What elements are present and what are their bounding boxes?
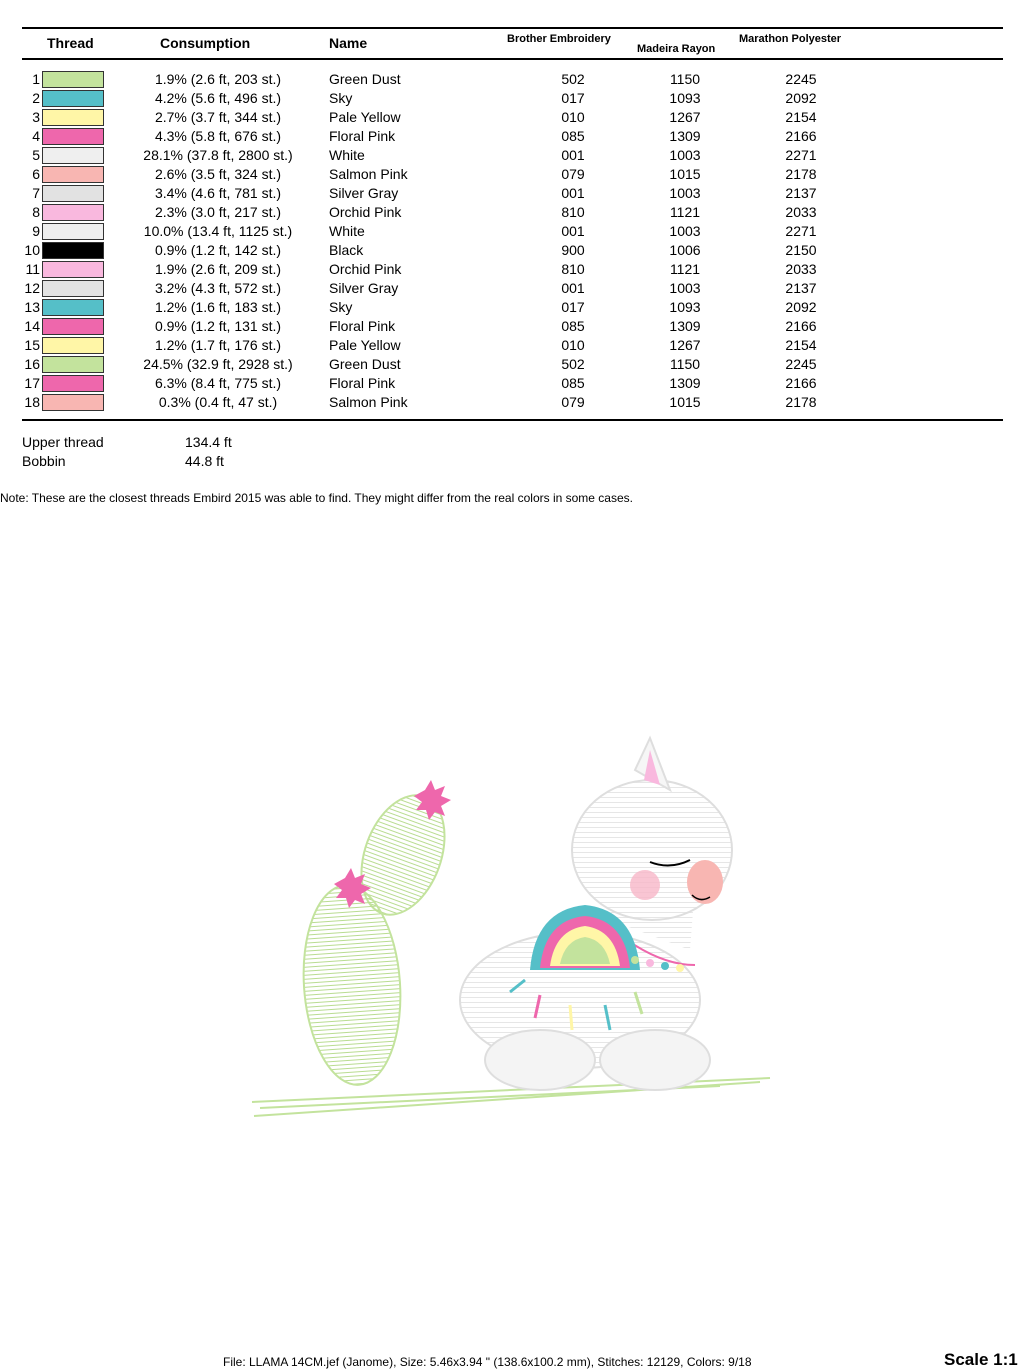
table-row: [0, 317, 1024, 336]
thread-number: 3: [32, 109, 40, 125]
thread-number: 13: [24, 299, 40, 315]
marathon-code-cell: 2178: [785, 166, 817, 182]
name-cell: Pale Yellow: [329, 337, 401, 353]
madeira-code-cell: 1003: [669, 185, 701, 201]
table-row: [0, 222, 1024, 241]
color-swatch: [42, 204, 104, 221]
brother-code-cell: 085: [561, 318, 585, 334]
color-swatch: [42, 375, 104, 392]
bobbin-label: Bobbin: [22, 453, 66, 469]
name-cell: Sky: [329, 299, 353, 315]
brother-code-cell: 001: [561, 280, 585, 296]
brother-code-cell: 810: [561, 261, 585, 277]
thread-number: 2: [32, 90, 40, 106]
name-cell: Floral Pink: [329, 318, 396, 334]
header-name: Name: [329, 35, 368, 51]
madeira-code-cell: 1006: [669, 242, 701, 258]
brother-code-cell: 010: [561, 109, 585, 125]
madeira-code-cell: 1015: [669, 166, 701, 182]
header-thread: Thread: [47, 35, 94, 51]
madeira-code-cell: 1003: [669, 280, 701, 296]
name-cell: Green Dust: [329, 71, 401, 87]
name-cell: Green Dust: [329, 356, 401, 372]
bobbin-value: 44.8 ft: [185, 453, 224, 469]
thread-number: 12: [24, 280, 40, 296]
madeira-code-cell: 1309: [669, 318, 701, 334]
thread-note: Note: These are the closest threads Embird 2015 was able to find. They might differ from the real colors in some cases.: [0, 491, 633, 505]
thread-number: 9: [32, 223, 40, 239]
marathon-code-cell: 2271: [785, 147, 817, 163]
color-swatch: [42, 166, 104, 183]
color-swatch: [42, 90, 104, 107]
file-info-footer: File: LLAMA 14CM.jef (Janome), Size: 5.46x3.94 " (138.6x100.2 mm), Stitches: 12129, Colors: 9/18: [223, 1355, 752, 1369]
thread-number: 4: [32, 128, 40, 144]
marathon-code-cell: 2178: [785, 394, 817, 410]
color-swatch: [42, 223, 104, 240]
table-top-rule: [22, 27, 1003, 29]
consumption-cell: 1.2% (1.7 ft, 176 st.): [154, 337, 282, 353]
name-cell: Salmon Pink: [329, 394, 408, 410]
madeira-code-cell: 1150: [669, 356, 701, 372]
brother-code-cell: 810: [561, 204, 585, 220]
consumption-cell: 24.5% (32.9 ft, 2928 st.): [143, 356, 293, 372]
consumption-cell: 4.3% (5.8 ft, 676 st.): [154, 128, 282, 144]
table-bottom-rule: [22, 419, 1003, 421]
thread-number: 10: [24, 242, 40, 258]
marathon-code-cell: 2092: [785, 299, 817, 315]
consumption-cell: 28.1% (37.8 ft, 2800 st.): [143, 147, 293, 163]
table-header-rule: [22, 58, 1003, 60]
color-swatch: [42, 337, 104, 354]
name-cell: White: [329, 147, 365, 163]
color-swatch: [42, 147, 104, 164]
thread-number: 16: [24, 356, 40, 372]
marathon-code-cell: 2150: [785, 242, 817, 258]
marathon-code-cell: 2154: [785, 109, 817, 125]
brother-code-cell: 017: [561, 299, 585, 315]
name-cell: Sky: [329, 90, 353, 106]
consumption-cell: 1.9% (2.6 ft, 203 st.): [154, 71, 282, 87]
thread-number: 8: [32, 204, 40, 220]
table-row: [0, 203, 1024, 222]
color-swatch: [42, 318, 104, 335]
table-row: [0, 127, 1024, 146]
madeira-code-cell: 1093: [669, 299, 701, 315]
name-cell: Orchid Pink: [329, 261, 402, 277]
table-row: [0, 89, 1024, 108]
design-preview-image: [240, 730, 800, 1130]
scale-label: Scale 1:1: [944, 1350, 1018, 1369]
marathon-code-cell: 2154: [785, 337, 817, 353]
madeira-code-cell: 1121: [669, 204, 701, 220]
thread-number: 14: [24, 318, 40, 334]
header-brother: Brother Embroidery: [507, 33, 611, 45]
color-swatch: [42, 356, 104, 373]
thread-number: 11: [25, 261, 40, 277]
brother-code-cell: 017: [561, 90, 585, 106]
madeira-code-cell: 1309: [669, 128, 701, 144]
madeira-code-cell: 1015: [669, 394, 701, 410]
thread-number: 5: [32, 147, 40, 163]
thread-number: 17: [24, 375, 40, 391]
consumption-cell: 3.2% (4.3 ft, 572 st.): [154, 280, 282, 296]
consumption-cell: 0.3% (0.4 ft, 47 st.): [158, 394, 278, 410]
marathon-code-cell: 2271: [785, 223, 817, 239]
color-swatch: [42, 185, 104, 202]
color-swatch: [42, 109, 104, 126]
consumption-cell: 6.3% (8.4 ft, 775 st.): [154, 375, 282, 391]
marathon-code-cell: 2137: [785, 185, 817, 201]
name-cell: Pale Yellow: [329, 109, 401, 125]
thread-number: 1: [32, 71, 40, 87]
color-swatch: [42, 71, 104, 88]
table-row: [0, 298, 1024, 317]
thread-number: 15: [24, 337, 40, 353]
table-row: [0, 336, 1024, 355]
header-consumption: Consumption: [160, 35, 251, 51]
table-row: [0, 374, 1024, 393]
madeira-code-cell: 1003: [669, 147, 701, 163]
upper-thread-label: Upper thread: [22, 434, 104, 450]
table-row: [0, 279, 1024, 298]
brother-code-cell: 001: [561, 147, 585, 163]
madeira-code-cell: 1150: [669, 71, 701, 87]
name-cell: Orchid Pink: [329, 204, 402, 220]
brother-code-cell: 079: [561, 394, 585, 410]
table-row: [0, 355, 1024, 374]
consumption-cell: 2.3% (3.0 ft, 217 st.): [154, 204, 282, 220]
brother-code-cell: 085: [561, 128, 585, 144]
brother-code-cell: 079: [561, 166, 585, 182]
consumption-cell: 0.9% (1.2 ft, 142 st.): [154, 242, 282, 258]
thread-number: 6: [32, 166, 40, 182]
consumption-cell: 4.2% (5.6 ft, 496 st.): [154, 90, 282, 106]
marathon-code-cell: 2166: [785, 375, 817, 391]
brother-code-cell: 502: [561, 356, 585, 372]
color-swatch: [42, 280, 104, 297]
madeira-code-cell: 1267: [669, 109, 701, 125]
table-row: [0, 165, 1024, 184]
brother-code-cell: 085: [561, 375, 585, 391]
table-row: [0, 241, 1024, 260]
marathon-code-cell: 2033: [785, 204, 817, 220]
madeira-code-cell: 1003: [669, 223, 701, 239]
header-marathon: Marathon Polyester: [739, 33, 842, 45]
marathon-code-cell: 2033: [785, 261, 817, 277]
brother-code-cell: 502: [561, 71, 585, 87]
name-cell: Floral Pink: [329, 128, 396, 144]
color-swatch: [42, 261, 104, 278]
consumption-cell: 1.2% (1.6 ft, 183 st.): [154, 299, 282, 315]
name-cell: White: [329, 223, 365, 239]
table-row: [0, 146, 1024, 165]
consumption-cell: 0.9% (1.2 ft, 131 st.): [154, 318, 282, 334]
name-cell: Black: [329, 242, 364, 258]
color-swatch: [42, 394, 104, 411]
madeira-code-cell: 1121: [669, 261, 701, 277]
brother-code-cell: 001: [561, 185, 585, 201]
marathon-code-cell: 2166: [785, 318, 817, 334]
name-cell: Floral Pink: [329, 375, 396, 391]
color-swatch: [42, 128, 104, 145]
consumption-cell: 3.4% (4.6 ft, 781 st.): [154, 185, 282, 201]
thread-number: 7: [32, 185, 40, 201]
brother-code-cell: 010: [561, 337, 585, 353]
table-row: [0, 260, 1024, 279]
marathon-code-cell: 2092: [785, 90, 817, 106]
madeira-code-cell: 1309: [669, 375, 701, 391]
consumption-cell: 2.7% (3.7 ft, 344 st.): [154, 109, 282, 125]
madeira-code-cell: 1093: [669, 90, 701, 106]
marathon-code-cell: 2137: [785, 280, 817, 296]
name-cell: Silver Gray: [329, 185, 399, 201]
upper-thread-value: 134.4 ft: [185, 434, 232, 450]
marathon-code-cell: 2166: [785, 128, 817, 144]
brother-code-cell: 001: [561, 223, 585, 239]
marathon-code-cell: 2245: [785, 356, 817, 372]
color-swatch: [42, 242, 104, 259]
llama-drawing: [460, 738, 732, 1090]
header-madeira: Madeira Rayon: [637, 43, 716, 55]
marathon-code-cell: 2245: [785, 71, 817, 87]
consumption-cell: 1.9% (2.6 ft, 209 st.): [154, 261, 282, 277]
cactus-drawing: [297, 780, 460, 1088]
color-swatch: [42, 299, 104, 316]
table-row: [0, 184, 1024, 203]
consumption-cell: 10.0% (13.4 ft, 1125 st.): [143, 223, 293, 239]
consumption-cell: 2.6% (3.5 ft, 324 st.): [154, 166, 282, 182]
table-row: [0, 70, 1024, 89]
table-row: [0, 108, 1024, 127]
madeira-code-cell: 1267: [669, 337, 701, 353]
name-cell: Silver Gray: [329, 280, 399, 296]
table-row: [0, 393, 1024, 412]
brother-code-cell: 900: [561, 242, 585, 258]
name-cell: Salmon Pink: [329, 166, 408, 182]
thread-number: 18: [24, 394, 40, 410]
